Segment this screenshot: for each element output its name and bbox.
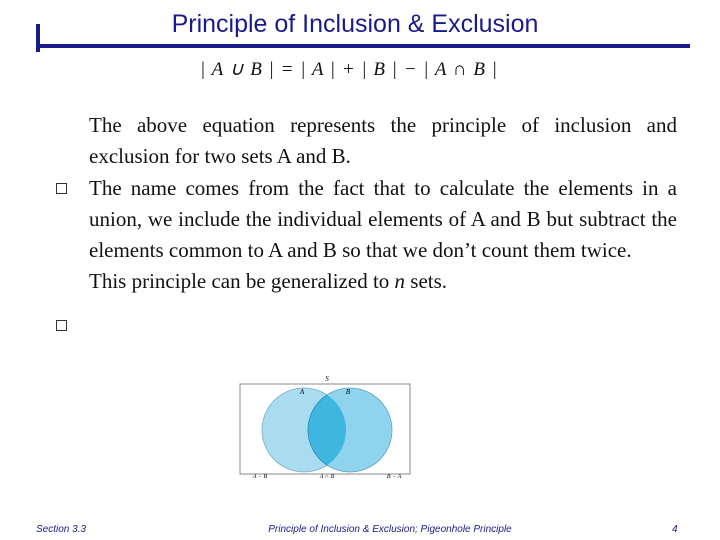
footer-section: Section 3.3 bbox=[36, 524, 87, 535]
venn-region-a-only: A − B bbox=[252, 474, 268, 480]
venn-universe-label: S bbox=[325, 375, 329, 383]
generalize-before: This principle can be generalized to bbox=[89, 269, 395, 294]
venn-region-intersection: A ∩ B bbox=[319, 474, 335, 480]
bullet-square-icon bbox=[56, 320, 67, 331]
venn-label-a: A bbox=[299, 388, 305, 396]
venn-label-b: B bbox=[345, 388, 351, 396]
body-text bbox=[89, 110, 677, 298]
footer-title: Principle of Inclusion & Exclusion; Pigeonhole Principle bbox=[268, 524, 512, 535]
generalize-variable: n bbox=[394, 269, 406, 294]
paragraph-generalize bbox=[89, 266, 677, 297]
venn-region-b-only: B − A bbox=[386, 474, 402, 480]
paragraph-name-origin: The name comes from the fact that to calculate the elements in a union, we include the individual elements of A and B but subtract the elements common to A and B so that we don’t count them twice. bbox=[89, 175, 677, 263]
inclusion-exclusion-equation: | A ∪ B | = | A | + | B | − | A ∩ B | bbox=[200, 59, 498, 80]
footer-page-number: 4 bbox=[672, 524, 678, 535]
paragraph-intro: The above equation represents the principle of inclusion and exclusion for two sets A and B. bbox=[89, 113, 677, 169]
venn-diagram bbox=[236, 374, 416, 484]
generalize-after: sets. bbox=[405, 269, 448, 294]
slide-title: Principle of Inclusion & Exclusion bbox=[171, 10, 539, 38]
bullet-square-icon bbox=[56, 183, 67, 194]
title-rule-horizontal bbox=[36, 44, 690, 48]
